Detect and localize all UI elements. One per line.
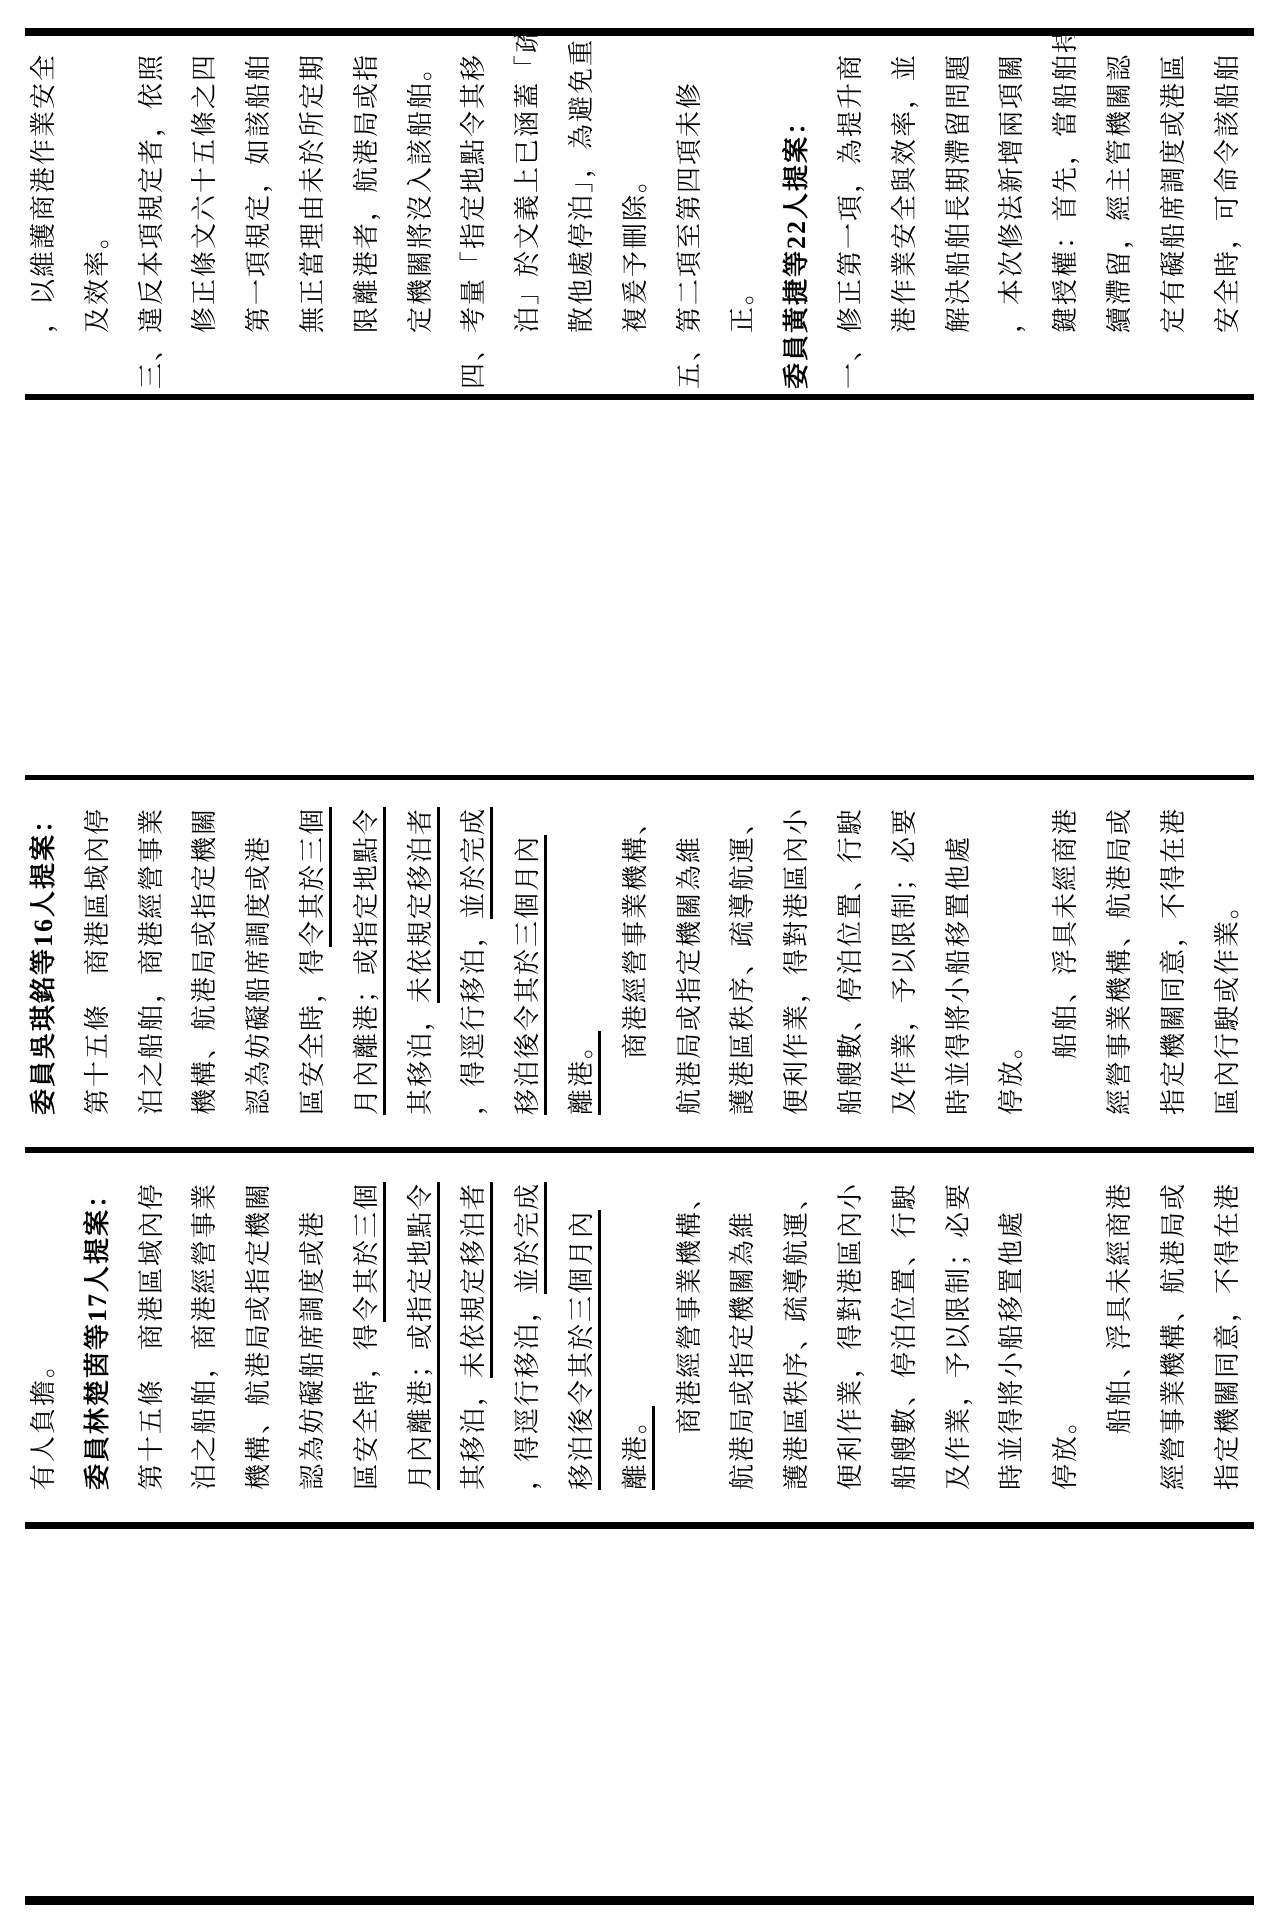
underlined-text-run: 令其於三個 bbox=[352, 1182, 386, 1322]
text-line bbox=[1214, 37, 1268, 389]
text-line bbox=[783, 1160, 837, 1490]
text-line bbox=[1106, 1160, 1160, 1490]
text-line bbox=[407, 785, 461, 1115]
text-line bbox=[1052, 785, 1106, 1115]
text-run: 船舶、浮具未經商港 bbox=[1051, 806, 1081, 1059]
text-line bbox=[514, 785, 568, 1115]
text-run: ，本次修法新增兩項關 bbox=[997, 52, 1027, 333]
text-line bbox=[1214, 785, 1268, 1115]
column-empty-left bbox=[30, 1536, 1250, 1896]
text-run: 泊之船舶，商港經營事業 bbox=[136, 806, 166, 1115]
text-run: 及作業，予以限制；必要 bbox=[889, 806, 919, 1115]
text-line bbox=[245, 37, 299, 389]
text-line bbox=[84, 785, 138, 1115]
text-line bbox=[1214, 1160, 1268, 1490]
text-line bbox=[891, 1160, 945, 1490]
text-run: 停放。 bbox=[997, 1030, 1027, 1115]
text-line bbox=[676, 37, 730, 389]
text-line bbox=[138, 785, 192, 1115]
text-line bbox=[1160, 37, 1214, 389]
text-line bbox=[891, 785, 945, 1115]
text-run: 其移泊， bbox=[459, 1377, 489, 1490]
underlined-text-run: 移泊後令其於三個月內 bbox=[513, 835, 547, 1115]
text-line bbox=[837, 37, 891, 389]
text-run: 四、考量「指定地點令其移 bbox=[459, 52, 489, 389]
table-column-rule bbox=[25, 775, 1254, 780]
text-line bbox=[30, 37, 84, 389]
text-line bbox=[30, 785, 84, 1115]
text-line bbox=[783, 37, 837, 389]
text-run: 護港區秩序、疏導航運、 bbox=[782, 1181, 812, 1490]
text-run: ，得逕行移泊， bbox=[513, 1293, 543, 1490]
text-line bbox=[676, 1160, 730, 1490]
text-run: 三、違反本項規定者，依照 bbox=[136, 52, 166, 389]
text-line bbox=[998, 785, 1052, 1115]
table-outer-border-rule bbox=[25, 1896, 1254, 1905]
table-column-rule bbox=[25, 394, 1254, 400]
text-line bbox=[1052, 1160, 1106, 1490]
text-run: 複爰予刪除。 bbox=[620, 164, 650, 333]
text-line bbox=[353, 37, 407, 389]
text-run: 區內行駛或作業。 bbox=[1212, 890, 1242, 1115]
text-line bbox=[568, 1160, 622, 1490]
underlined-text-run: 離港。 bbox=[567, 1031, 601, 1115]
text-line bbox=[1106, 37, 1160, 389]
text-line bbox=[299, 37, 353, 389]
text-line bbox=[676, 785, 730, 1115]
text-run: 有人負擔。 bbox=[29, 1349, 58, 1490]
text-run: 指定機關同意，不得在港 bbox=[1158, 806, 1188, 1115]
text-run: 商港經營事業機構、 bbox=[674, 1181, 704, 1434]
text-line bbox=[1160, 785, 1214, 1115]
text-run: 委員黃捷等22人提案： bbox=[782, 106, 812, 389]
text-line bbox=[729, 785, 783, 1115]
text-run: 修正條文六十五條之四 bbox=[190, 52, 220, 333]
text-run: 區安全時，得 bbox=[351, 1321, 381, 1490]
text-run: 限離港者，航港局或指 bbox=[351, 52, 381, 333]
text-run: 區安全時，得 bbox=[297, 946, 327, 1115]
text-run: 停放。 bbox=[1051, 1405, 1081, 1490]
text-run: 一、修正第一項，為提升商 bbox=[835, 52, 865, 389]
text-run: 散他處停泊」，為避免重 bbox=[566, 37, 596, 333]
text-run: 其移泊， bbox=[405, 1002, 435, 1115]
text-line bbox=[837, 1160, 891, 1490]
text-line bbox=[460, 37, 514, 389]
text-run: 定機關將沒入該船舶。 bbox=[405, 52, 435, 333]
underlined-text-run: 令其於三個 bbox=[298, 807, 332, 947]
text-line bbox=[460, 1160, 514, 1490]
text-line bbox=[460, 785, 514, 1115]
text-line bbox=[1106, 785, 1160, 1115]
text-line bbox=[998, 37, 1052, 389]
text-line bbox=[998, 1160, 1052, 1490]
text-run: 認為妨礙船席調度或港 bbox=[297, 1209, 327, 1490]
text-line bbox=[568, 785, 622, 1115]
text-line bbox=[729, 37, 783, 389]
text-run: 委員林楚茵等17人提案： bbox=[82, 1179, 112, 1490]
underlined-text-run: 離港。 bbox=[621, 1406, 655, 1490]
text-run: 第一項規定，如該船舶 bbox=[244, 52, 274, 333]
text-run: 續滯留，經主管機關認 bbox=[1104, 52, 1134, 333]
column-proposal-lin-chu-yin bbox=[30, 1160, 1267, 1490]
text-run: 泊之船舶，商港經營事業 bbox=[190, 1181, 220, 1490]
text-run: 時並得將小船移置他處 bbox=[943, 834, 973, 1115]
text-line bbox=[514, 1160, 568, 1490]
text-line bbox=[513, 24, 568, 389]
text-line bbox=[1160, 1160, 1214, 1490]
text-run: 便利作業，得對港區內小 bbox=[835, 1181, 865, 1490]
text-line bbox=[84, 37, 138, 389]
text-line bbox=[138, 37, 192, 389]
text-line bbox=[945, 37, 999, 389]
table-column-rule bbox=[25, 1147, 1254, 1153]
text-run: 護港區秩序、疏導航運、 bbox=[728, 806, 758, 1115]
column-proposal-wu-chi-ming bbox=[30, 785, 1267, 1115]
text-line bbox=[1051, 24, 1106, 389]
text-run: 正。 bbox=[728, 276, 758, 333]
text-run: 解決船舶長期滯留問題 bbox=[943, 52, 973, 333]
text-run: 指定機關同意，不得在港 bbox=[1212, 1181, 1242, 1490]
text-run: ，以維護商港作業安全 bbox=[29, 52, 58, 333]
text-line bbox=[837, 785, 891, 1115]
table-column-rule bbox=[25, 1522, 1254, 1529]
text-run: 機構、航港局或指定機關 bbox=[244, 1181, 274, 1490]
text-line bbox=[407, 37, 461, 389]
text-line bbox=[299, 1160, 353, 1490]
text-run: 第十五條 商港區域內停 bbox=[82, 806, 112, 1115]
text-line bbox=[622, 785, 676, 1115]
text-line bbox=[84, 1160, 138, 1490]
text-line bbox=[353, 785, 407, 1115]
text-run: 安全時，可命令該船舶 bbox=[1212, 52, 1242, 333]
underlined-text-run: 月內離港；或指定地點令 bbox=[406, 1182, 440, 1490]
text-line bbox=[891, 37, 945, 389]
text-run: 經營事業機構、航港局或 bbox=[1104, 806, 1134, 1115]
underlined-text-run: 並於完成 bbox=[513, 1182, 547, 1294]
text-run: 時並得將小船移置他處 bbox=[997, 1209, 1027, 1490]
text-line bbox=[353, 1160, 407, 1490]
text-run: 便利作業，得對港區內小 bbox=[782, 806, 812, 1115]
text-line bbox=[191, 1160, 245, 1490]
column-empty-middle bbox=[30, 407, 1250, 769]
text-line bbox=[245, 785, 299, 1115]
text-run: 航港局或指定機關為維 bbox=[674, 834, 704, 1115]
text-run: 經營事業機構、航港局或 bbox=[1158, 1181, 1188, 1490]
text-line bbox=[191, 785, 245, 1115]
text-run: 船艘數、停泊位置、行駛 bbox=[835, 806, 865, 1115]
text-line bbox=[622, 1160, 676, 1490]
text-line bbox=[783, 785, 837, 1115]
underlined-text-run: 未依規定移泊者 bbox=[406, 807, 440, 1003]
text-run: 機構、航港局或指定機關 bbox=[190, 806, 220, 1115]
underlined-text-run: 未依規定移泊者 bbox=[459, 1182, 493, 1378]
text-line bbox=[299, 785, 353, 1115]
underlined-text-run: 移泊後令其於三個月內 bbox=[567, 1210, 601, 1490]
text-line bbox=[138, 1160, 192, 1490]
text-line bbox=[945, 1160, 999, 1490]
text-line bbox=[945, 785, 999, 1115]
text-run: 船艘數、停泊位置、行駛 bbox=[889, 1181, 919, 1490]
column-remarks bbox=[29, 24, 1267, 389]
text-line bbox=[245, 1160, 299, 1490]
text-run: 認為妨礙船席調度或港 bbox=[244, 834, 274, 1115]
text-run: 第十五條 商港區域內停 bbox=[136, 1181, 166, 1490]
text-run: 鍵授權：首先，當船舶持 bbox=[1051, 24, 1081, 333]
text-line bbox=[407, 1160, 461, 1490]
text-run: 及作業，予以限制；必要 bbox=[943, 1181, 973, 1490]
underlined-text-run: 月內離港；或指定地點令 bbox=[352, 807, 386, 1115]
text-line bbox=[568, 37, 622, 389]
text-line bbox=[30, 1160, 84, 1490]
text-run: 定有礙船席調度或港區 bbox=[1158, 52, 1188, 333]
text-run: 委員吳琪銘等16人提案： bbox=[29, 804, 58, 1115]
text-run: 商港經營事業機構、 bbox=[620, 806, 650, 1059]
text-run: 船舶、浮具未經商港 bbox=[1104, 1181, 1134, 1434]
text-run: ，得逕行移泊， bbox=[459, 918, 489, 1115]
text-run: 無正當理由未於所定期 bbox=[297, 52, 327, 333]
underlined-text-run: 並於完成 bbox=[459, 807, 493, 919]
text-run: 及效率。 bbox=[82, 220, 112, 333]
text-run: 港作業安全與效率，並 bbox=[889, 52, 919, 333]
text-run: 泊」於文義上已涵蓋「疏 bbox=[513, 24, 543, 333]
text-line bbox=[729, 1160, 783, 1490]
text-run: 五、第二項至第四項未修 bbox=[674, 80, 704, 389]
text-line bbox=[191, 37, 245, 389]
text-run: 航港局或指定機關為維 bbox=[728, 1209, 758, 1490]
text-line bbox=[622, 37, 676, 389]
